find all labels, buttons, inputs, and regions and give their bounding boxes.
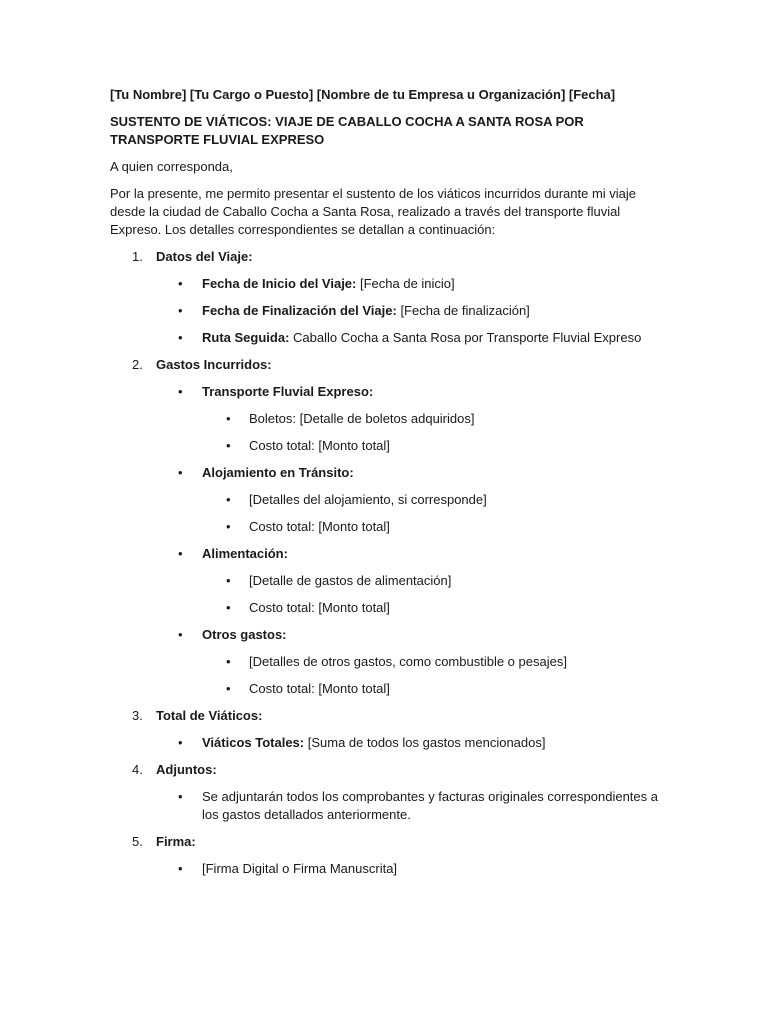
list-item: [156, 329, 670, 347]
section-number: 2.: [132, 357, 143, 372]
bullet-icon: •: [226, 681, 231, 696]
section-number: 5.: [132, 834, 143, 849]
bullet-icon: •: [226, 492, 231, 507]
list-item: • Costo total: [Monto total]: [226, 681, 390, 696]
section-gastos-incurridos: [110, 356, 670, 698]
list-item: • Boletos: [Detalle de boletos adquiridos]: [226, 411, 475, 426]
list-item: • Costo total: [Monto total]: [226, 519, 390, 534]
expense-group-label: • Alojamiento en Tránsito:: [178, 465, 354, 480]
item-label: Fecha de Inicio del Viaje:: [202, 276, 357, 291]
section-title: Total de Viáticos:: [156, 708, 263, 723]
item-text: [Firma Digital o Firma Manuscrita]: [202, 861, 398, 876]
section-title: Firma:: [156, 834, 196, 849]
section-number: 1.: [132, 249, 143, 264]
item-text: [Fecha de finalización]: [396, 303, 530, 318]
greeting: A quien corresponda,: [110, 159, 233, 174]
expense-group-label: • Transporte Fluvial Expreso:: [178, 384, 374, 399]
expense-group-label: • Alimentación:: [178, 546, 288, 561]
sections-list: [110, 248, 670, 878]
expense-group-label: • Otros gastos:: [178, 627, 287, 642]
intro-paragraph: Por la presente, me permito presentar el sustento de los viáticos incurridos durante mi viaje desde la ciudad de Caballo Cocha a Santa Rosa, realizado a través del transporte fluvial Expreso. Los detalles correspondientes se detallan a continuación:: [110, 186, 637, 237]
item-label: Ruta Seguida:: [202, 330, 290, 345]
item-text: [Suma de todos los gastos mencionados]: [304, 735, 546, 750]
item-text: [Fecha de inicio]: [356, 276, 455, 291]
bullet-icon: •: [178, 276, 183, 291]
document-title: SUSTENTO DE VIÁTICOS: VIAJE DE CABALLO COCHA A SANTA ROSA POR TRANSPORTE FLUVIAL EXPRESO: [110, 114, 584, 147]
list-item: [156, 734, 670, 752]
bullet-icon: •: [226, 519, 231, 534]
item-text: Se adjuntarán todos los comprobantes y facturas originales correspondientes a los gastos detallados anteriormente.: [202, 789, 658, 822]
bullet-icon: •: [178, 303, 183, 318]
list-item: [156, 275, 670, 293]
list-item: • Costo total: [Monto total]: [226, 438, 390, 453]
bullet-icon: •: [226, 654, 231, 669]
list-item: • [Detalles de otros gastos, como combustible o pesajes]: [226, 654, 567, 669]
list-item: [156, 788, 670, 824]
bullet-icon: •: [178, 546, 183, 561]
bullet-icon: •: [226, 438, 231, 453]
list-item: [156, 302, 670, 320]
section-number: 3.: [132, 708, 143, 723]
section-number: 4.: [132, 762, 143, 777]
item-text: Caballo Cocha a Santa Rosa por Transporte Fluvial Expreso: [289, 330, 642, 345]
bullet-icon: •: [178, 735, 183, 750]
list-item: • Costo total: [Monto total]: [226, 600, 390, 615]
section-title: Datos del Viaje:: [156, 249, 253, 264]
list-item: • [Detalle de gastos de alimentación]: [226, 573, 452, 588]
section-adjuntos: [110, 761, 670, 824]
bullet-icon: •: [178, 789, 183, 804]
document-header: [Tu Nombre] [Tu Cargo o Puesto] [Nombre de tu Empresa u Organización] [Fecha]: [110, 87, 616, 102]
bullet-icon: •: [178, 330, 183, 345]
bullet-icon: •: [226, 411, 231, 426]
bullet-icon: •: [178, 465, 183, 480]
section-total-viaticos: [110, 707, 670, 752]
document-page: [110, 86, 670, 887]
bullet-icon: •: [226, 573, 231, 588]
bullet-icon: •: [178, 861, 183, 876]
list-item: • [Detalles del alojamiento, si corresponde]: [226, 492, 487, 507]
section-datos-viaje: [110, 248, 670, 347]
list-item: [156, 860, 670, 878]
bullet-icon: •: [226, 600, 231, 615]
item-label: Viáticos Totales:: [202, 735, 305, 750]
section-title: Adjuntos:: [156, 762, 217, 777]
bullet-icon: •: [178, 384, 183, 399]
section-firma: [110, 833, 670, 878]
bullet-icon: •: [178, 627, 183, 642]
item-label: Fecha de Finalización del Viaje:: [202, 303, 397, 318]
section-title: Gastos Incurridos:: [156, 357, 272, 372]
